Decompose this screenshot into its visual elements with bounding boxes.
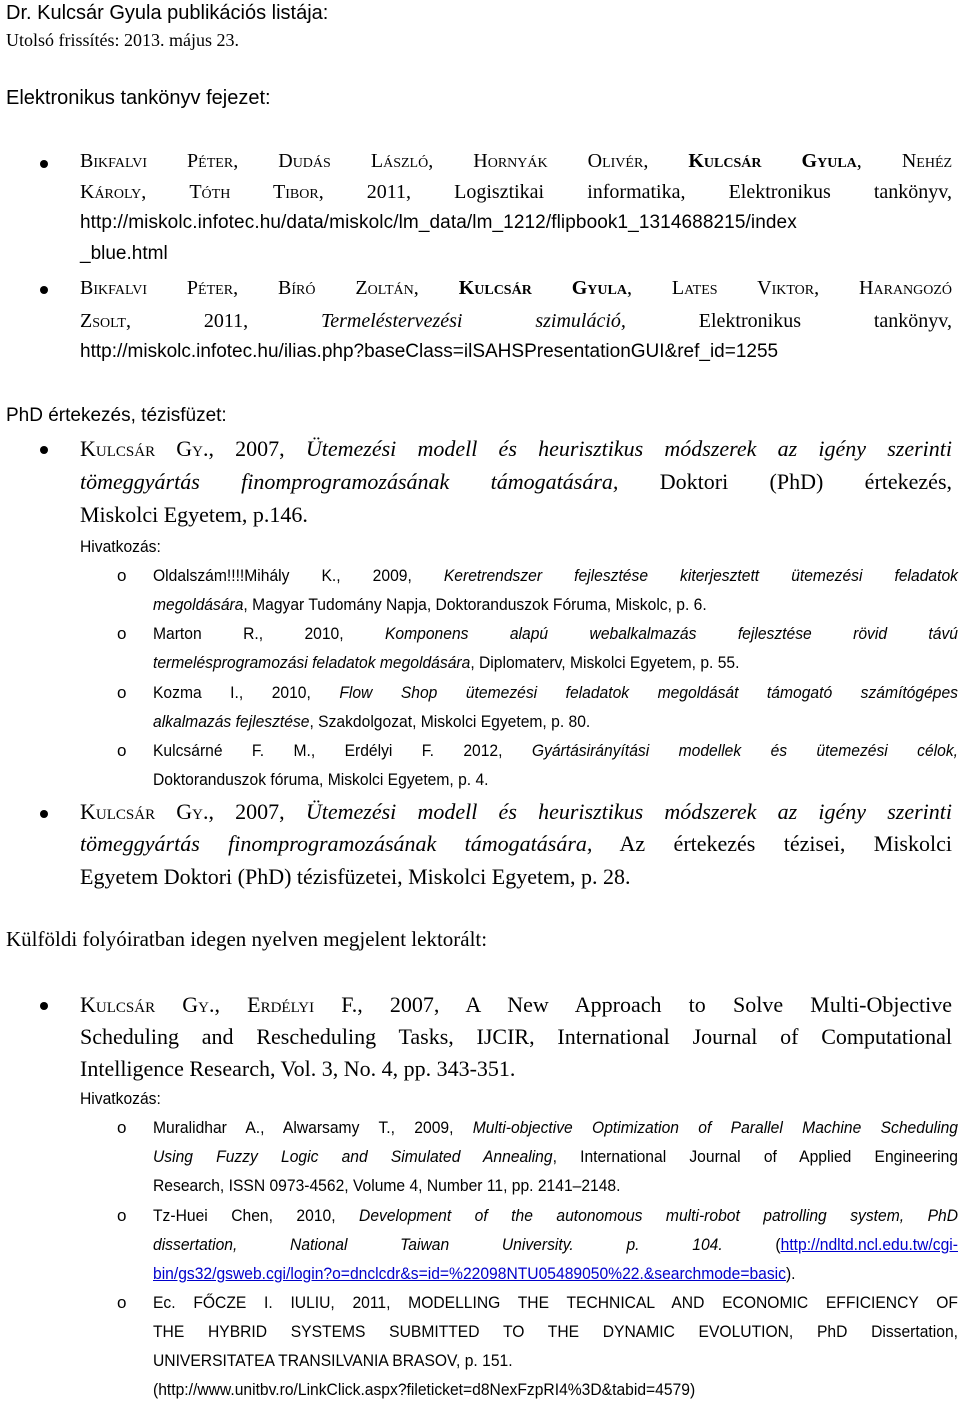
entry-3-details: Doktori (PhD) értekezés, [659,469,953,494]
entry-2-url: http://miskolc.infotec.hu/ilias.php?baseClass=ilSAHSPresentationGUI&ref_id=1255 [80,341,779,362]
circle-bullet-icon: o [117,1206,127,1225]
section-heading-phd: PhD értekezés, tézisfüzet: [6,405,227,426]
author: Károly [80,181,142,203]
entry-3-line-3: Miskolci Egyetem, p.146. [80,502,308,527]
citation-title: Development of the autonomous multi-robot patrolling system, PhD [359,1206,958,1225]
author-highlight: Kulcsár Gyula [458,277,627,299]
citation-line [153,1235,958,1255]
author: Nehéz [901,150,953,172]
citation-title: Gyártásirányítási modellek és ütemezési célok, [531,741,958,760]
citation-details: ). [785,1264,796,1283]
citation-line [153,770,489,790]
citation-author: Oldalszám!!!!Mihály K. [153,566,337,585]
author-highlight: Kulcsár Gyula [688,150,857,172]
citation-title: alkalmazás fejlesztése [153,712,310,731]
citation-line: Ec. FŐCZE I. IULIU, 2011, MODELLING THE TECHNICAL AND ECONOMIC EFFICIENCY OF [153,1293,958,1312]
citation-author: Muralidhar A., Alwarsamy T. [153,1118,391,1137]
author: Harangozó [859,277,953,299]
separator: , [141,181,190,203]
citation-line [153,1264,796,1284]
year: , 2011, [125,310,321,332]
author: Hornyák Olivér [473,150,644,172]
author: Bikfalvi Péter [80,277,234,299]
entry-5-details-cont: Scheduling and Rescheduling Tasks, IJCIR, International Journal of Computational [80,1024,952,1049]
citation-year: , 2009, [390,1118,473,1137]
citation-title: megoldására [153,595,244,614]
entry-4-details: Az értekezés tézisei, Miskolci [619,831,952,856]
citation-title: Flow Shop ütemezési feladatok megoldását támogató számítógépes [339,683,958,702]
bullet-icon [40,446,48,454]
separator: , [856,150,902,172]
circle-bullet-icon: o [117,624,127,643]
bullet-icon [40,810,48,818]
citation-line [153,1147,958,1167]
citation-line [153,1206,958,1226]
entry-4-title-cont: tömeggyártás finomprogramozásának támogatására, [80,831,593,856]
citation-author: Kozma I. [153,683,239,702]
entry-3-title: Ütemezési modell és heurisztikus módszerek az igény szerinti [305,436,952,461]
author: Erdélyi F. [247,992,358,1017]
year: , 2007, [208,799,306,824]
citation-line [153,741,958,761]
citation-line [153,653,739,673]
citation-title: Komponens alapú webalkalmazás fejlesztése rövid távú [384,624,958,643]
citation-year: , 2010, [258,624,385,643]
separator: , [428,150,474,172]
separator: , [214,992,248,1017]
citation-year: , 2010, [238,683,340,702]
citation-link[interactable]: http://ndltd.ncl.edu.tw/cgi- [780,1235,958,1254]
entry-5-line-3: Intelligence Research, Vol. 3, No. 4, pp. 343-351. [80,1056,516,1081]
citation-details: Doktoranduszok fóruma, Miskolci Egyetem, p. 4. [153,770,489,789]
author: Dudás László [278,150,429,172]
entry-3-line-2 [80,469,952,495]
bullet-icon [40,286,48,294]
author: Zsolt [80,310,126,332]
citation-title: Using Fuzzy Logic and Simulated Annealing [153,1147,553,1166]
citation-year: , 2009, [336,566,444,585]
citation-line [153,1118,958,1138]
page-title: Dr. Kulcsár Gyula publikációs listája: [6,2,329,24]
author: Lates Viktor [671,277,815,299]
entry-1-url-cont: _blue.html [80,243,168,264]
citation-title: Multi-objective Optimization of Parallel Machine Scheduling [472,1118,958,1137]
separator: , [233,150,279,172]
separator: , [413,277,459,299]
citation-year: 2012, [433,741,532,760]
separator: , [643,150,689,172]
citation-link-cont[interactable]: bin/gs32/gsweb.cgi/login?o=dnclcdr&s=id=%22098NTU05489050%22.&searchmode=basic [153,1264,786,1283]
citation-line: THE HYBRID SYSTEMS SUBMITTED TO THE DYNAMIC EVOLUTION, PhD Dissertation, [153,1322,958,1341]
citation-line [153,566,958,586]
entry-1-line-1 [80,150,952,173]
section-heading-ebook: Elektronikus tankönyv fejezet: [6,87,271,109]
citation-details: , International Journal of Applied Engineering [552,1147,958,1166]
citation-title: dissertation, National Taiwan University. p. 104. [153,1235,723,1254]
citation-details: , Szakdolgozat, Miskolci Egyetem, p. 80. [309,712,591,731]
citation-author: Kulcsárné F. M., Erdélyi F. [153,741,434,760]
citation-line [153,595,707,615]
citation-details: , Magyar Tudomány Napja, Doktoranduszok Fóruma, Miskolc, p. 6. [243,595,707,614]
author-highlight: Kulcsár Gy. [80,436,209,461]
citation-line: UNIVERSITATEA TRANSILVANIA BRASOV, p. 151. [153,1351,513,1370]
citations-label: Hivatkozás: [80,1089,161,1108]
citation-line [153,683,958,703]
entry-4-line-1 [80,799,952,825]
circle-bullet-icon: o [117,566,127,585]
citations-label: Hivatkozás: [80,537,161,556]
entry-1-line-2 [80,181,952,204]
entry-2-title: Termeléstervezési szimuláció, [320,310,626,332]
separator: , [626,277,672,299]
entry-3-line-1 [80,436,952,462]
year: , 2007, [208,436,306,461]
citation-author: Tz-Huei Chen, 2010, [153,1206,360,1225]
citation-line: (http://www.unitbv.ro/LinkClick.aspx?fileticket=d8NexFzpRI4%3D&tabid=4579) [153,1380,696,1399]
entry-5-line-1 [80,992,952,1018]
entry-4-line-2 [80,831,952,857]
circle-bullet-icon: o [117,683,127,702]
section-heading-foreign: Külföldi folyóiratban idegen nyelven megjelent lektorált: [6,927,488,951]
entry-2-line-1 [80,277,952,300]
separator: , [233,277,278,299]
citation-details: ( [722,1235,781,1254]
citation-title: Keretrendszer fejlesztése kiterjesztett ütemezési feladatok [443,566,958,585]
separator: , [814,277,860,299]
citation-title: termelésprogramozási feladatok megoldására [153,653,471,672]
citation-line [153,712,590,732]
entry-3-title-cont: tömeggyártás finomprogramozásának támogatására, [80,469,619,494]
circle-bullet-icon: o [117,1293,127,1312]
author: Bíró Zoltán [278,277,414,299]
entry-2-line-2 [80,310,952,333]
bullet-icon [40,160,48,168]
entry-1-details: , 2011, Logisztikai informatika, Elektronikus tankönyv, [318,181,952,203]
circle-bullet-icon: o [117,1118,127,1137]
author-highlight: Kulcsár Gy. [80,992,215,1017]
entry-1-url: http://miskolc.infotec.hu/data/miskolc/lm_data/lm_1212/flipbook1_1314688215/index [80,212,797,233]
entry-5-line-2 [80,1024,952,1050]
entry-2-details: Elektronikus tankönyv, [698,310,953,332]
entry-4-title: Ütemezési modell és heurisztikus módszerek az igény szerinti [305,799,952,824]
entry-5-details: , 2007, A New Approach to Solve Multi-Objective [357,992,953,1017]
entry-4-line-3: Egyetem Doktori (PhD) tézisfüzetei, Miskolci Egyetem, p. 28. [80,864,631,889]
author: Bikfalvi Péter [80,150,234,172]
bullet-icon [40,1002,48,1010]
citation-author: Marton R. [153,624,259,643]
last-updated: Utolsó frissítés: 2013. május 23. [6,30,239,50]
citation-line: Research, ISSN 0973-4562, Volume 4, Number 11, pp. 2141–2148. [153,1176,621,1195]
citation-details: , Diplomaterv, Miskolci Egyetem, p. 55. [470,653,740,672]
author: Tóth Tibor [189,181,319,203]
citation-line [153,624,958,644]
author-highlight: Kulcsár Gy. [80,799,209,824]
circle-bullet-icon: o [117,741,127,760]
